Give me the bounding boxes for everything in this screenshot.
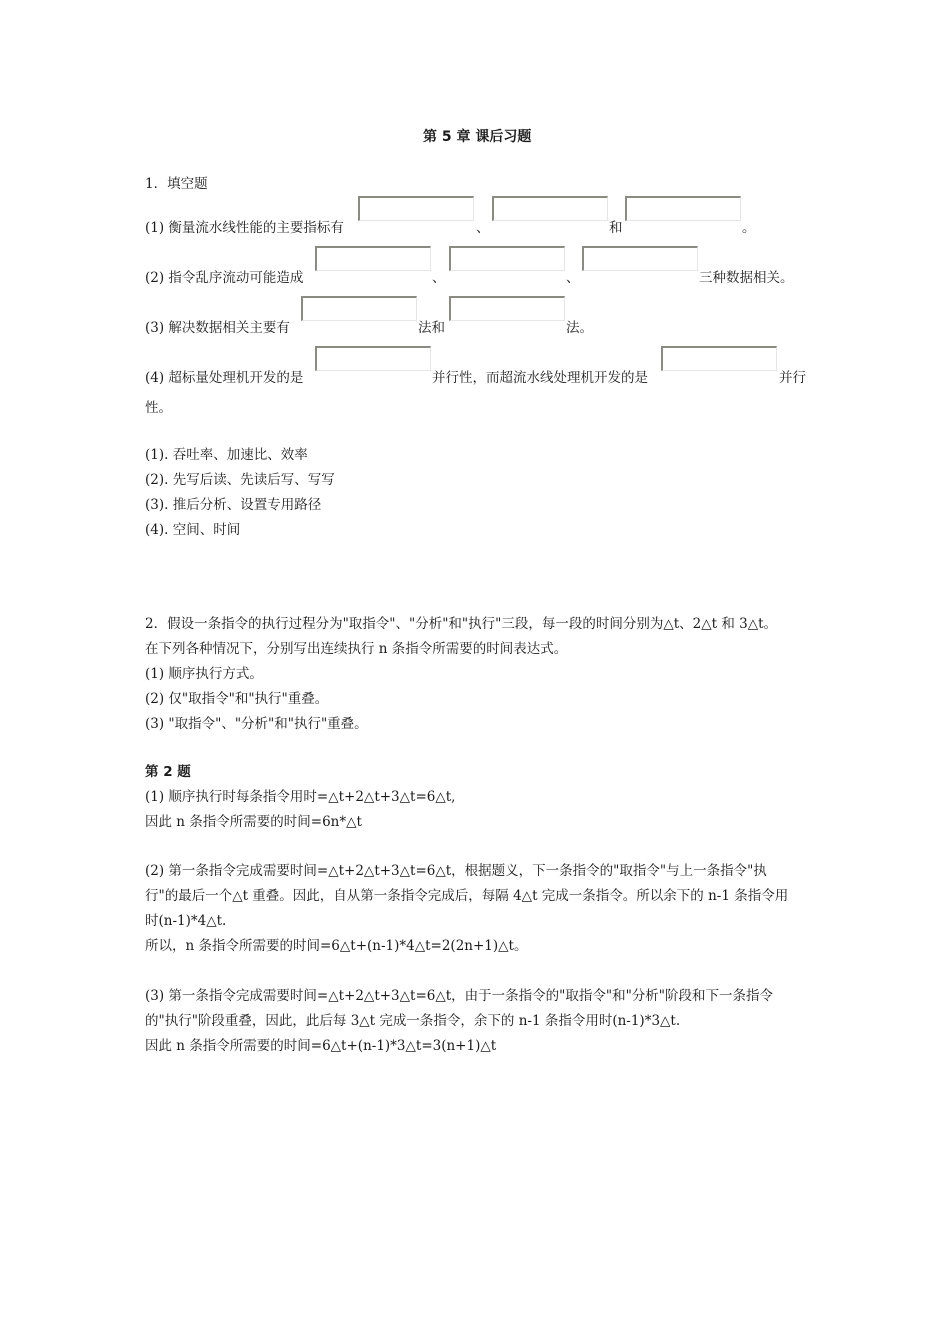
q1-item1-suffix: 。	[742, 220, 756, 236]
q1-item3-blank1[interactable]	[301, 296, 417, 321]
q1-item3-blank2[interactable]	[449, 296, 565, 321]
q1-answer-3: (3). 推后分析、设置专用路径	[145, 497, 322, 513]
q1-item1-sep1: 、	[476, 220, 490, 236]
q2-answer-line-3: (2) 第一条指令完成需要时间=△t+2△t+3△t=6△t，根据题义，下一条指令的"取指令"与上一条指令"执	[145, 863, 767, 879]
q2-answer-line-6: 所以，n 条指令所需要的时间=6△t+(n-1)*4△t=2(2n+1)△t。	[145, 938, 528, 954]
q1-item1-sep2: 和	[609, 220, 623, 236]
q2-answer-line-8: 的"执行"阶段重叠，因此，此后每 3△t 完成一条指令，余下的 n-1 条指令用时(n-1)*3△t.	[145, 1013, 681, 1029]
q1-item4-wrap: 性。	[145, 400, 172, 416]
q1-item1-blank3[interactable]	[625, 196, 741, 221]
q1-answer-1: (1). 吞吐率、加速比、效率	[145, 447, 308, 463]
q1-item4-blank2[interactable]	[661, 346, 777, 371]
q2-answer-line-2: 因此 n 条指令所需要的时间=6n*△t	[145, 814, 362, 830]
q1-item2-sep1: 、	[432, 270, 446, 286]
q1-item1-blank1[interactable]	[358, 196, 474, 221]
q2-answer-line-9: 因此 n 条指令所需要的时间=6△t+(n-1)*3△t=3(n+1)△t	[145, 1038, 497, 1054]
q2-answer-heading: 第 2 题	[145, 764, 191, 780]
q2-answer-line-1: (1) 顺序执行时每条指令用时=△t+2△t+3△t=6△t,	[145, 789, 456, 805]
q1-item1-prefix: (1) 衡量流水线性能的主要指标有	[145, 220, 344, 236]
q1-item2-prefix: (2) 指令乱序流动可能造成	[145, 270, 304, 286]
q1-answer-4: (4). 空间、时间	[145, 522, 241, 538]
q2-line-1: 2．假设一条指令的执行过程分为"取指令"、"分析"和"执行"三段，每一段的时间分别为△t、2△t 和 3△t。	[145, 616, 778, 632]
q1-item4-blank1[interactable]	[315, 346, 431, 371]
q1-item2-sep2: 、	[566, 270, 580, 286]
q1-item4-prefix: (4) 超标量处理机开发的是	[145, 370, 304, 386]
q2-answer-line-7: (3) 第一条指令完成需要时间=△t+2△t+3△t=6△t，由于一条指令的"取指令"和"分析"阶段和下一条指令	[145, 988, 773, 1004]
q1-item2-suffix: 三种数据相关。	[699, 270, 794, 286]
q2-line-5: (3) "取指令"、"分析"和"执行"重叠。	[145, 716, 368, 732]
q2-answer-line-5: 时(n-1)*4△t.	[145, 913, 227, 929]
q1-item3-prefix: (3) 解决数据相关主要有	[145, 320, 290, 336]
q1-item4-mid: 并行性，而超流水线处理机开发的是	[432, 370, 648, 386]
q1-heading: 1．填空题	[145, 176, 208, 192]
q2-line-3: (1) 顺序执行方式。	[145, 666, 263, 682]
q1-item1-blank2[interactable]	[492, 196, 608, 221]
q1-item4-suffix: 并行	[779, 370, 806, 386]
q1-item2-blank1[interactable]	[315, 246, 431, 271]
q2-line-2: 在下列各种情况下，分别写出连续执行 n 条指令所需要的时间表达式。	[145, 641, 568, 657]
q2-line-4: (2) 仅"取指令"和"执行"重叠。	[145, 691, 329, 707]
page-title: 第 5 章 课后习题	[423, 129, 532, 145]
q1-item3-suffix: 法。	[566, 320, 593, 336]
q2-answer-line-4: 行"的最后一个△t 重叠。因此，自从第一条指令完成后，每隔 4△t 完成一条指令。所以余下的 n-1 条指令用	[145, 888, 789, 904]
q1-item3-mid: 法和	[418, 320, 445, 336]
q1-answer-2: (2). 先写后读、先读后写、写写	[145, 472, 335, 488]
q1-item2-blank2[interactable]	[449, 246, 565, 271]
q1-item2-blank3[interactable]	[582, 246, 698, 271]
